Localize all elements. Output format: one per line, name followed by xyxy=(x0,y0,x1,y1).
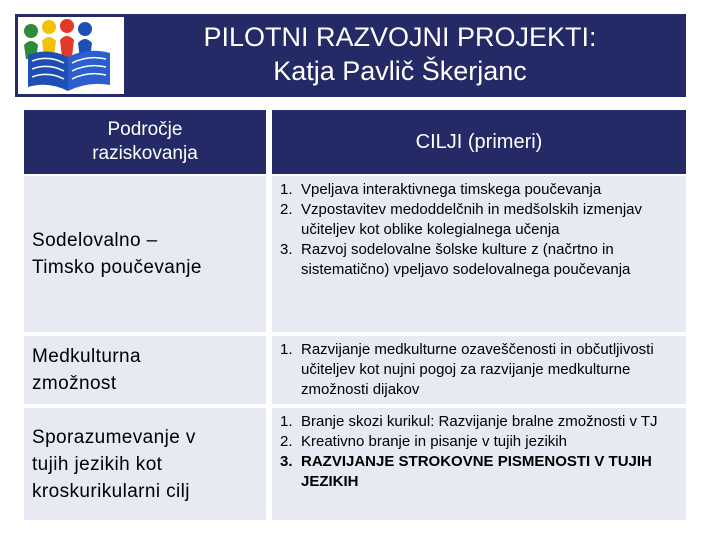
goal-number: 2. xyxy=(280,201,293,218)
goal-text: Razvijanje medkulturne ozaveščenosti in občutljivosti učiteljev kot nujni pogoj za razvijanje medkulturne zmožnosti dijakov xyxy=(301,341,654,398)
goal-number: 2. xyxy=(280,433,293,450)
goal-number: 1. xyxy=(280,413,293,430)
goal-text: Vpeljava interaktivnega timskega poučevanja xyxy=(301,181,602,198)
goal-item xyxy=(280,180,680,200)
area-line: Sporazumevanje v xyxy=(32,426,196,448)
title-line-2: Katja Pavlič Škerjanc xyxy=(273,56,527,86)
table-row-goals xyxy=(272,176,686,332)
goal-text: Razvoj sodelovalne šolske kulture z (načrtno in sistematično) vpeljavo sodelovalnega poučevanja xyxy=(301,241,631,278)
table-row-area xyxy=(24,408,266,520)
goal-item xyxy=(280,240,680,280)
goal-item xyxy=(280,412,680,432)
area-line: Medkulturna xyxy=(32,346,141,367)
goal-item xyxy=(280,340,680,400)
column-header-goals xyxy=(272,110,686,174)
table-row-area xyxy=(24,176,266,332)
goal-text: Branje skozi kurikul: Razvijanje bralne zmožnosti v TJ xyxy=(301,413,658,430)
title-line-1: PILOTNI RAZVOJNI PROJEKTI: xyxy=(203,22,597,52)
table-row-goals xyxy=(272,336,686,404)
column-header-goals-label: CILJI (primeri) xyxy=(415,130,543,153)
goal-item xyxy=(280,200,680,240)
goal-number: 1. xyxy=(280,181,293,198)
area-line: kroskurikularni cilj xyxy=(32,480,190,502)
goal-item xyxy=(280,432,680,452)
goal-number: 3. xyxy=(280,241,293,258)
goal-text: Vzpostavitev medoddelčnih in medšolskih izmenjav učiteljev kot oblike kolegialnega učenja xyxy=(301,201,643,238)
goal-number: 3. xyxy=(280,453,293,470)
goal-text: Kreativno branje in pisanje v tujih jezikih xyxy=(301,433,567,450)
column-header-area-line-2: raziskovanja xyxy=(92,143,198,164)
column-header-area-line-1: Področje xyxy=(107,119,183,140)
area-line: zmožnost xyxy=(32,373,117,394)
goal-number: 1. xyxy=(280,341,293,358)
page-title xyxy=(130,20,670,88)
table-row-goals xyxy=(272,408,686,520)
column-header-area xyxy=(24,110,266,174)
area-line: tujih jezikih kot xyxy=(32,453,163,475)
goal-item xyxy=(280,452,680,492)
goal-text: RAZVIJANJE STROKOVNE PISMENOSTI V TUJIH JEZIKIH xyxy=(301,453,652,490)
area-line: Timsko poučevanje xyxy=(32,257,202,278)
area-line: Sodelovalno – xyxy=(32,230,158,251)
school-book-logo-icon xyxy=(18,17,124,94)
table-row-area xyxy=(24,336,266,404)
